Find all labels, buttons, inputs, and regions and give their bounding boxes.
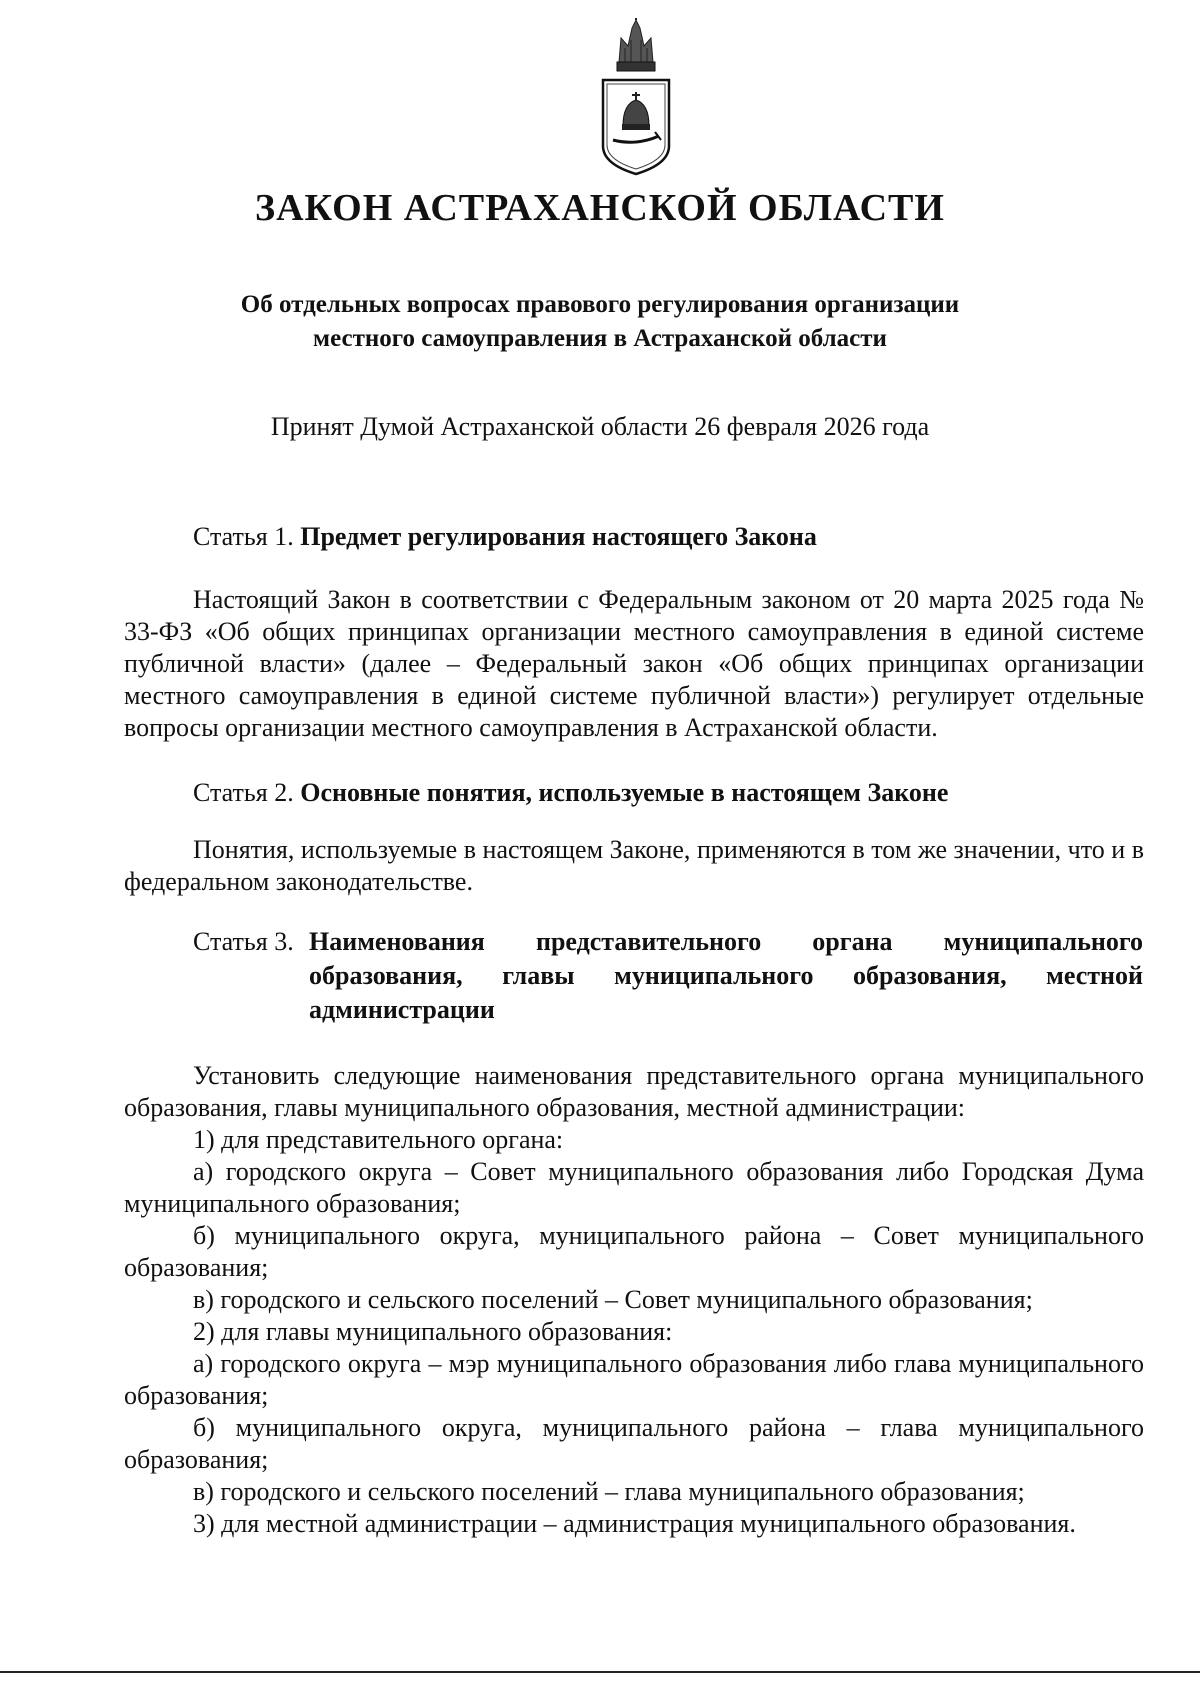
article-name: Предмет регулирования настоящего Закона [300, 522, 817, 551]
article-1-text: Настоящий Закон в соответствии с Федеральным законом от 20 марта 2025 года № 33-ФЗ «Об общих принципах организации местного самоуправления в единой системе публичной власти» (далее – Федеральный закон «Об общих принципах организации местного самоуправления в единой системе публичной власти») регулирует отдельные вопросы организации местного самоуправления в Астраханской области. [124, 585, 1144, 742]
subtitle-line: местного самоуправления в Астраханской области [313, 325, 887, 352]
document-subtitle [0, 288, 1200, 356]
article-2-text: Понятия, используемые в настоящем Законе, применяются в том же значении, что и в федеральном законодательстве. [124, 835, 1144, 896]
article-name: Основные понятия, используемые в настоящем Законе [300, 778, 949, 807]
article-number: Статья 1. [193, 522, 294, 551]
article-3-item: а) городского округа – мэр муниципального образования либо глава муниципального образования; [124, 1349, 1144, 1410]
article-3-item: в) городского и сельского поселений – глава муниципального образования; [193, 1477, 1025, 1506]
article-1-heading [193, 520, 817, 554]
article-3-item: б) муниципального округа, муниципального района – Совет муниципального образования; [124, 1221, 1144, 1282]
article-3-item: в) городского и сельского поселений – Совет муниципального образования; [193, 1285, 1033, 1314]
article-number: Статья 2. [193, 778, 294, 807]
article-3-item: 3) для местной администрации – администрация муниципального образования. [193, 1509, 1076, 1538]
coat-of-arms-icon [595, 18, 677, 178]
bottom-rule [0, 1671, 1200, 1673]
article-2-heading [193, 776, 948, 810]
article-3-item: 1) для представительного органа: [193, 1125, 564, 1154]
article-number: Статья 3. [193, 927, 294, 956]
article-3-heading [193, 925, 1143, 1027]
adoption-line: Принят Думой Астраханской области 26 февраля 2026 года [270, 412, 930, 441]
article-3-item: б) муниципального округа, муниципального района – глава муниципального образования; [124, 1413, 1144, 1474]
article-name: Наименования представительного органа муниципального образования, главы муниципального образования, местной администрации [309, 927, 1143, 1024]
subtitle-line: Об отдельных вопросах правового регулирования организации [240, 291, 960, 318]
article-3-item: а) городского округа – Совет муниципального образования либо Городская Дума муниципального образования; [124, 1157, 1144, 1218]
article-3-text [124, 1060, 1144, 1540]
article-3-paragraph: Установить следующие наименования представительного органа муниципального образования, главы муниципального образования, местной администрации: [124, 1061, 1144, 1122]
article-3-item: 2) для главы муниципального образования: [193, 1317, 673, 1346]
document-title: ЗАКОН АСТРАХАНСКОЙ ОБЛАСТИ [255, 187, 945, 229]
